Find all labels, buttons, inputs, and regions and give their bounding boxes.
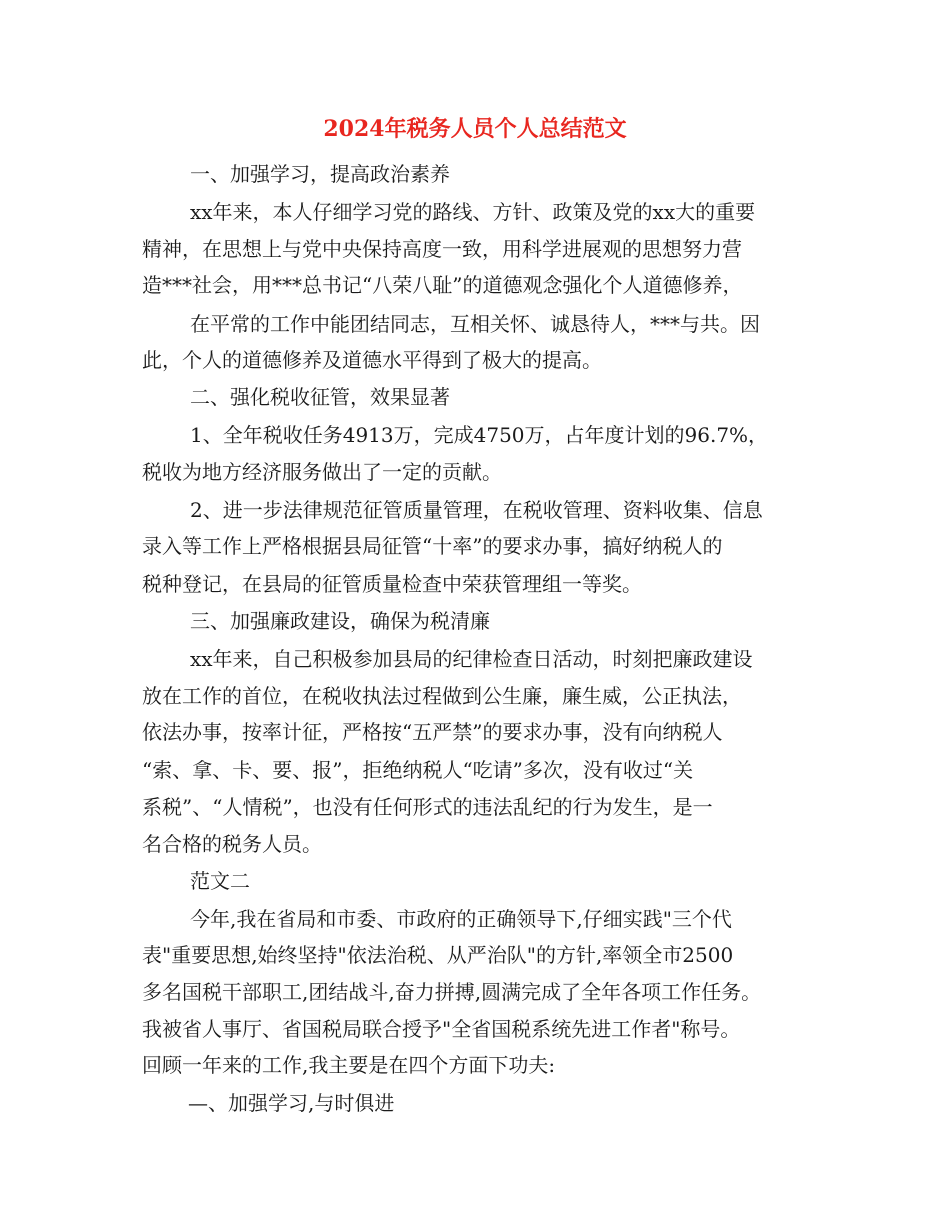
paragraph-line: 名合格的税务人员。 xyxy=(142,832,322,856)
paragraph-line: 系税”、“人情税”，也没有任何形式的违法乱纪的行为发生，是一 xyxy=(142,795,713,819)
paragraph-line: 1、全年税收任务4913万，完成4750万，占年度计划的96.7%， xyxy=(190,423,769,447)
section-heading-4: —、加强学习,与时俱进 xyxy=(188,1091,395,1115)
paragraph-line: 录入等工作上严格根据县局征管“十率”的要求办事，搞好纳税人的 xyxy=(142,534,723,558)
paragraph-line: 造***社会，用***总书记“八荣八耻”的道德观念强化个人道德修养， xyxy=(142,273,743,297)
section-heading-2: 二、强化税收征管，效果显著 xyxy=(190,385,450,409)
section-heading-sample-2: 范文二 xyxy=(190,869,250,893)
paragraph-line: 放在工作的首位，在税收执法过程做到公生廉，廉生威，公正执法， xyxy=(142,684,742,708)
paragraph-line: 精神，在思想上与党中央保持高度一致，用科学进展观的思想努力营 xyxy=(142,237,742,261)
paragraph-line: “索、拿、卡、要、报”，拒绝纳税人“吃请”多次，没有收过“关 xyxy=(142,758,694,782)
section-heading-1: 一、加强学习，提高政治素养 xyxy=(190,162,450,186)
document-title: 2024年税务人员个人总结范文 xyxy=(323,116,627,142)
paragraph-line: 多名国税干部职工,团结战斗,奋力拼搏,圆满完成了全年各项工作任务。 xyxy=(142,980,762,1004)
paragraph-line: xx年来，自己积极参加县局的纪律检查日活动，时刻把廉政建设 xyxy=(190,647,753,671)
paragraph-line: 此，个人的道德修养及道德水平得到了极大的提高。 xyxy=(142,348,602,372)
paragraph-line: 我被省人事厅、省国税局联合授予"全省国税系统先进工作者"称号。 xyxy=(142,1017,741,1041)
paragraph-line: 表"重要思想,始终坚持"依法治税、从严治队"的方针,率领全市2500 xyxy=(142,943,734,967)
paragraph-line: 税收为地方经济服务做出了一定的贡献。 xyxy=(142,460,502,484)
paragraph-line: 今年,我在省局和市委、市政府的正确领导下,仔细实践"三个代 xyxy=(190,907,732,931)
paragraph-line: 2、进一步法律规范征管质量管理，在税收管理、资料收集、信息 xyxy=(190,498,763,522)
paragraph-line: xx年来，本人仔细学习党的路线、方针、政策及党的xx大的重要 xyxy=(190,200,756,224)
paragraph-line: 在平常的工作中能团结同志，互相关怀、诚恳待人，***与共。因 xyxy=(190,312,760,336)
section-heading-3: 三、加强廉政建设，确保为税清廉 xyxy=(190,609,490,633)
paragraph-line: 依法办事，按率计征，严格按“五严禁”的要求办事，没有向纳税人 xyxy=(142,720,723,744)
paragraph-line: 税种登记，在县局的征管质量检查中荣获管理组一等奖。 xyxy=(142,572,642,596)
paragraph-line: 回顾一年来的工作,我主要是在四个方面下功夫: xyxy=(142,1053,556,1077)
